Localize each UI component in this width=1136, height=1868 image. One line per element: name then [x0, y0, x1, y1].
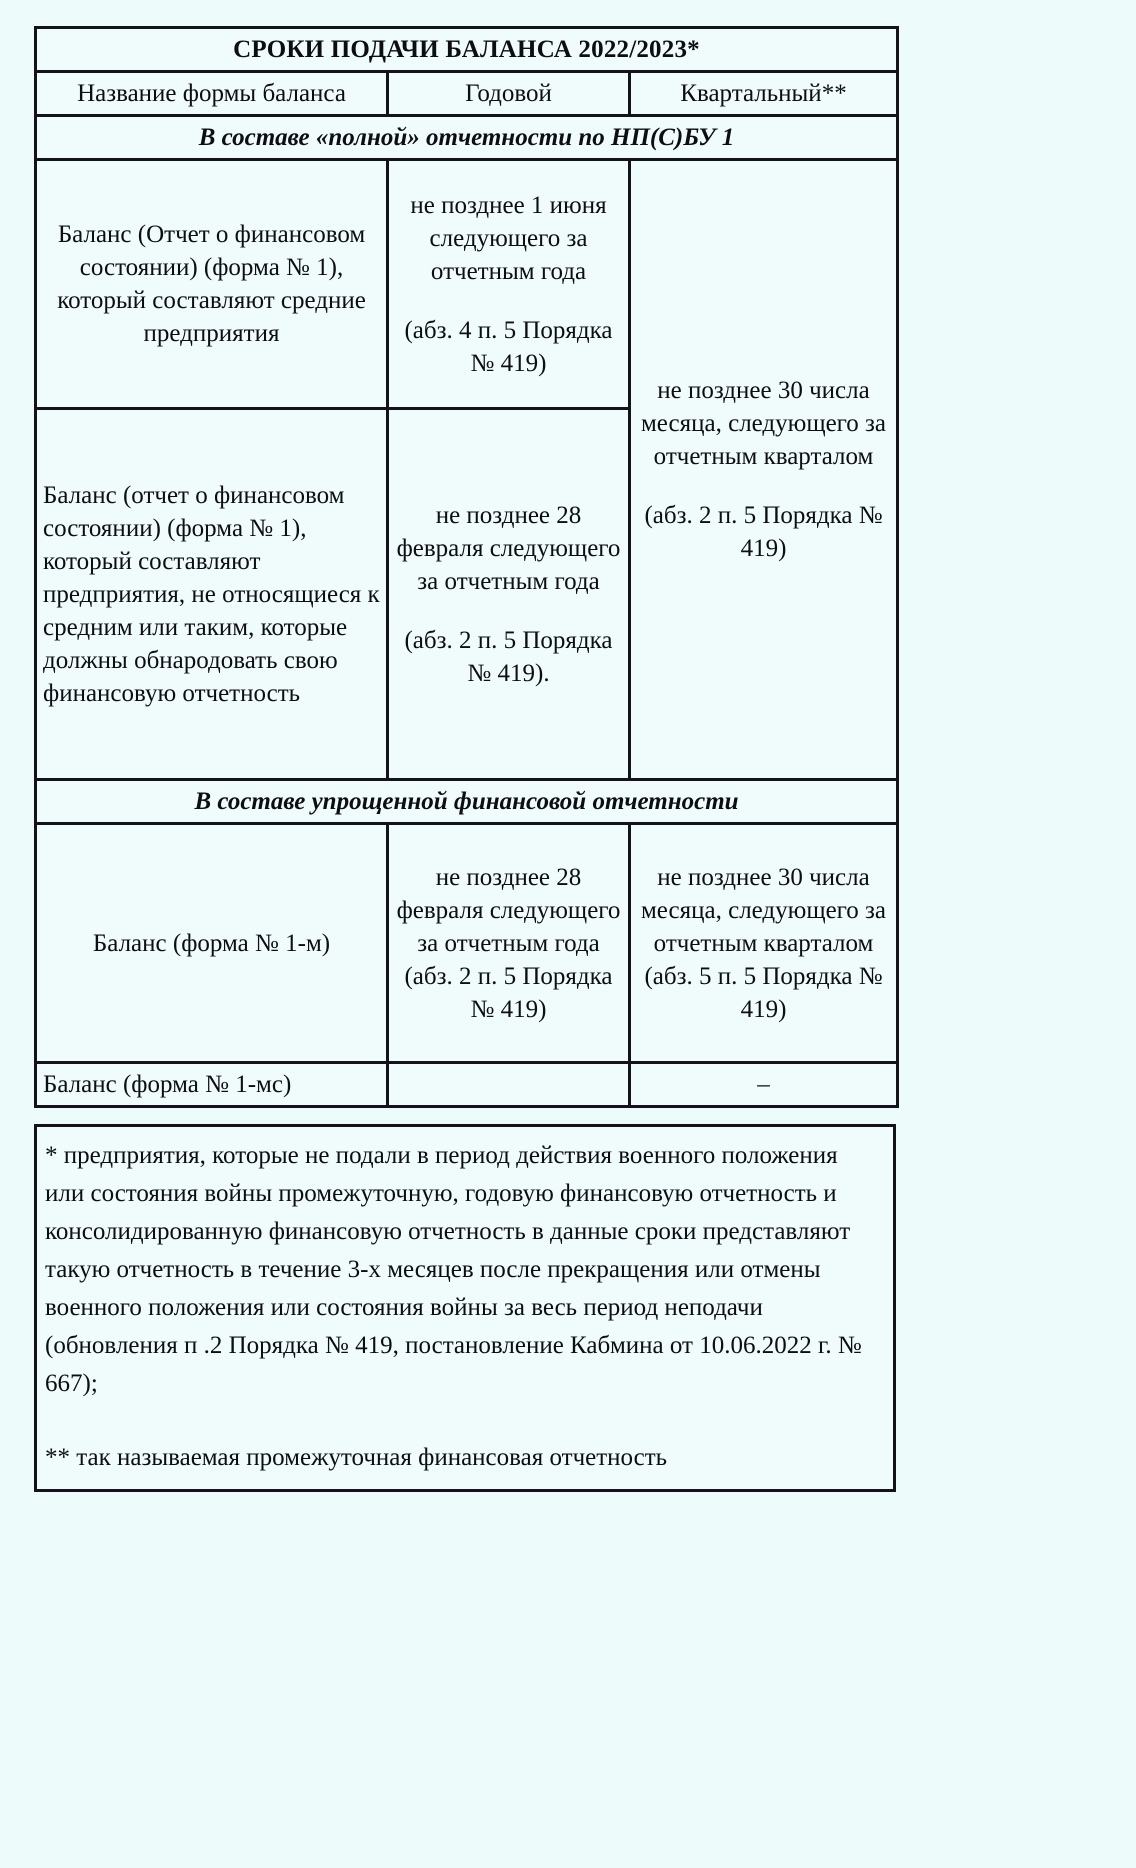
table-title: СРОКИ ПОДАЧИ БАЛАНСА 2022/2023* [36, 28, 898, 72]
form-name-1ms: Баланс (форма № 1-мс) [36, 1063, 388, 1107]
section-heading-row-simplified [36, 780, 898, 824]
footnotes-block [34, 1124, 896, 1492]
annual-deadline-main-text: не позднее 28 февраля следующего за отчетным года [396, 501, 621, 595]
table-row [36, 160, 898, 409]
footnote-single-asterisk: * предприятия, которые не подали в период действия военного положения или состояния войны промежуточную, годовую финансовую отчетность и консолидированную финансовую отчетность в данные сроки представляют такую отчетность в течение 3-х месяцев после прекращения или отмены военного положения или состояния войны за весь период неподачи (обновления п .2 Порядка № 419, постановление Кабмина от 10.06.2022 г. № 667); [45, 1142, 862, 1397]
quarterly-deadline-1m: не позднее 30 числа месяца, следующего за отчетным кварталом (абз. 5 п. 5 Порядка № 419) [630, 824, 898, 1063]
annual-deadline-main-text: не позднее 28 февраля следующего за отчетным года [396, 863, 621, 957]
section-heading-row-full [36, 116, 898, 160]
table-title-row [36, 28, 898, 72]
quarterly-deadline-full-reporting [630, 160, 898, 780]
form-name-medium-enterprises: Баланс (Отчет о финансовом состоянии) (форма № 1), который составляют средние предприятия [36, 160, 388, 409]
table-row [36, 1063, 898, 1107]
table-header-row [36, 72, 898, 116]
form-name-other-enterprises: Баланс (отчет о финансовом состоянии) (форма № 1), который составляют предприятия, не относящиеся к средним или таким, которые должны обнародовать свою финансовую отчетность [36, 409, 388, 780]
spacer [395, 288, 622, 314]
footnote-double-asterisk: ** так называемая промежуточная финансовая отчетность [45, 1444, 668, 1472]
section-heading-simplified-reporting: В составе упрощенной финансовой отчетности [36, 780, 898, 824]
table-row [36, 824, 898, 1063]
balance-deadlines-table [34, 26, 899, 1108]
column-header-quarterly: Квартальный** [630, 72, 898, 116]
annual-deadline-legal-reference: (абз. 2 п. 5 Порядка № 419). [404, 626, 613, 687]
annual-deadline-1m [388, 824, 630, 1063]
quarterly-deadline-main-text: не позднее 30 числа месяца, следующего за отчетным кварталом [640, 377, 887, 470]
annual-deadline-legal-reference: (абз. 2 п. 5 Порядка № 419) [404, 962, 613, 1023]
quarterly-deadline-1ms: – [630, 1063, 898, 1107]
spacer [637, 473, 890, 499]
section-heading-full-reporting: В составе «полной» отчетности по НП(С)БУ 1 [36, 116, 898, 160]
annual-deadline-main-text: не позднее 1 июня следующего за отчетным года [410, 191, 607, 285]
annual-deadline-other-enterprises [388, 409, 630, 780]
annual-deadline-medium-enterprises [388, 160, 630, 409]
column-header-form-name: Название формы баланса [36, 72, 388, 116]
annual-deadline-legal-reference: (абз. 4 п. 5 Порядка № 419) [404, 316, 613, 377]
column-header-annual: Годовой [388, 72, 630, 116]
annual-deadline-1ms-empty [388, 1063, 630, 1107]
spacer [395, 598, 622, 624]
quarterly-deadline-legal-reference: (абз. 2 п. 5 Порядка № 419) [644, 502, 883, 562]
form-name-1m: Баланс (форма № 1-м) [36, 824, 388, 1063]
